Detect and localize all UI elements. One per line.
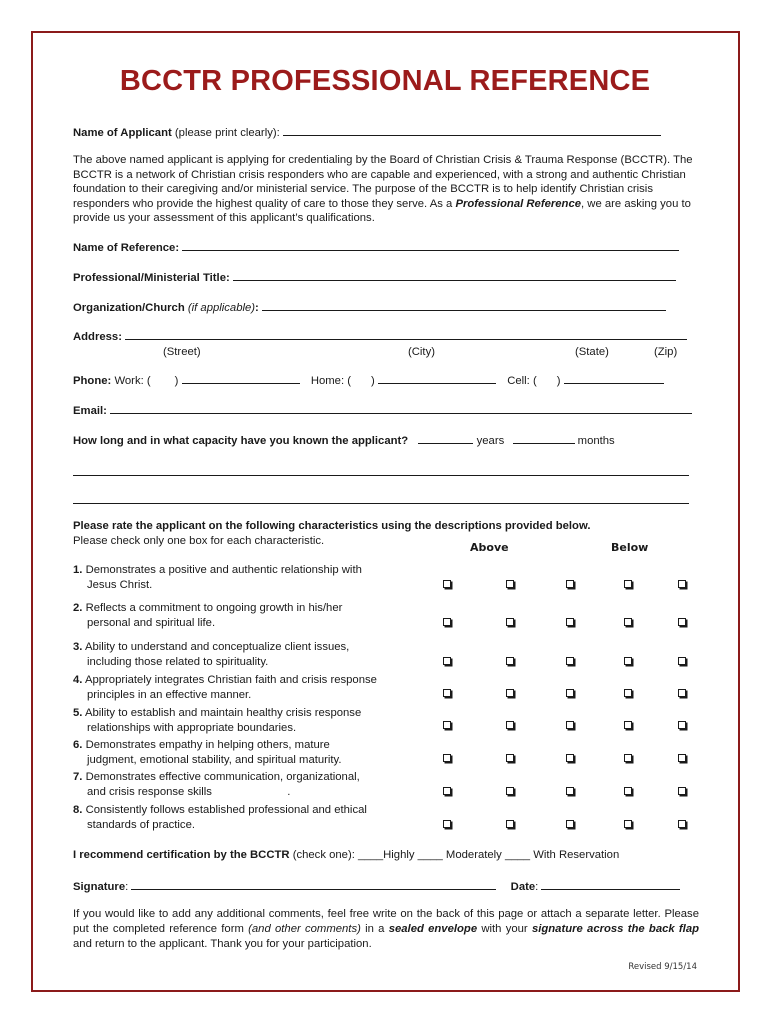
title-field[interactable]	[233, 271, 676, 281]
years-field[interactable]	[418, 434, 473, 444]
rating-checkbox[interactable]	[624, 580, 632, 588]
rating-checkbox[interactable]	[678, 689, 686, 697]
page-title: BCCTR PROFESSIONAL REFERENCE	[119, 65, 651, 97]
intro-emphasis: Professional Reference	[455, 197, 582, 210]
rating-checkbox[interactable]	[443, 754, 451, 762]
rating-checkbox[interactable]	[678, 820, 686, 828]
signature-field[interactable]	[131, 880, 496, 890]
rating-item-7: 7. Demonstrates effective communication, organizational, and crisis response skills .	[73, 771, 360, 798]
recommend-options[interactable]: (check one): ____Highly ____ Moderately ____ With Reservation	[292, 849, 620, 861]
rating-item-8: 8. Consistently follows established professional and ethical standards of practice.	[73, 804, 367, 831]
rating-checkbox[interactable]	[678, 657, 686, 665]
rating-checkbox[interactable]	[624, 618, 632, 626]
rating-checkbox[interactable]	[624, 689, 632, 697]
email-row	[73, 404, 692, 417]
rating-checkbox[interactable]	[506, 618, 514, 626]
months-label: months	[577, 435, 615, 447]
applicant-name-row	[73, 126, 661, 139]
months-field[interactable]	[513, 434, 575, 444]
rating-checkbox[interactable]	[506, 657, 514, 665]
work-label: Work: (	[114, 375, 151, 387]
applicant-label: Name of Applicant	[73, 127, 172, 139]
phone-row	[73, 374, 664, 387]
rating-checkbox[interactable]	[506, 721, 514, 729]
rating-checkbox[interactable]	[506, 689, 514, 697]
capacity-line-2[interactable]	[73, 494, 689, 507]
rating-checkbox[interactable]	[506, 580, 514, 588]
rating-checkbox[interactable]	[566, 618, 574, 626]
rating-checkbox[interactable]	[566, 657, 574, 665]
rating-item-3: 3. Ability to understand and conceptualize client issues, including those related to spirituality.	[73, 641, 350, 668]
phone-label: Phone:	[73, 375, 112, 387]
rating-checkbox[interactable]	[566, 787, 574, 795]
rating-item-4: 4. Appropriately integrates Christian faith and crisis response principles in an effective manner.	[73, 674, 377, 701]
applicant-hint: (please print clearly):	[174, 127, 280, 139]
rating-checkbox[interactable]	[678, 787, 686, 795]
addr-street-label: (Street)	[163, 346, 201, 358]
rating-checkbox[interactable]	[443, 787, 451, 795]
reference-name-row	[73, 241, 679, 254]
rating-checkbox[interactable]	[624, 657, 632, 665]
home-label: Home: (	[310, 375, 352, 387]
org-row	[73, 301, 666, 314]
rating-checkbox[interactable]	[678, 721, 686, 729]
recommend-label: I recommend certification by the BCCTR	[73, 849, 290, 861]
addr-zip-label: (Zip)	[654, 346, 678, 358]
signature-label: Signature	[73, 881, 126, 893]
work-close: )	[174, 375, 179, 387]
intro-text-1: The above named applicant is applying for credentialing by the Board of Christian Crisis & Trauma Response (BCCTR). The BCCTR is a network of Christian crisis responders who are capable and experienced, with a strong and authentic Christian foundation to their caregiving and/or ministerial service. The purpose of the BCCTR is to help identify Christian crisis responders who provide the highest quality of care to those they serve. As a	[73, 154, 693, 210]
known-question: How long and in what capacity have you known the applicant?	[73, 435, 409, 447]
home-phone-field[interactable]	[378, 374, 496, 384]
home-close: )	[371, 375, 375, 387]
address-field[interactable]	[125, 330, 687, 340]
rating-checkbox[interactable]	[566, 580, 574, 588]
rating-checkbox[interactable]	[566, 820, 574, 828]
rating-checkbox[interactable]	[566, 754, 574, 762]
date-label: Date	[510, 881, 536, 893]
applicant-name-field[interactable]	[283, 126, 661, 136]
rating-item-5: 5. Ability to establish and maintain healthy crisis response relationships with appropriate boundaries.	[73, 707, 362, 734]
addr-state-label: (State)	[575, 346, 609, 358]
reference-name-field[interactable]	[182, 241, 679, 251]
rating-checkbox[interactable]	[443, 580, 451, 588]
address-label: Address:	[73, 331, 122, 343]
org-field[interactable]	[262, 301, 666, 311]
rating-checkbox[interactable]	[624, 820, 632, 828]
rating-checkbox[interactable]	[678, 754, 686, 762]
org-colon: :	[255, 302, 259, 314]
rating-checkbox[interactable]	[443, 618, 451, 626]
rating-checkbox[interactable]	[566, 721, 574, 729]
rating-checkbox[interactable]	[624, 754, 632, 762]
rating-checkbox[interactable]	[678, 618, 686, 626]
rating-checkbox[interactable]	[506, 820, 514, 828]
rating-checkbox[interactable]	[506, 754, 514, 762]
title-row	[73, 271, 676, 284]
rating-checkbox[interactable]	[443, 820, 451, 828]
intro-text-2: , we are asking you to provide us your assessment of this applicant’s qualifications.	[73, 197, 691, 225]
org-hint: (if applicable)	[187, 302, 256, 314]
column-above: Above	[470, 541, 509, 554]
work-phone-field[interactable]	[182, 374, 300, 384]
rating-checkbox[interactable]	[443, 689, 451, 697]
closing-paragraph: If you would like to add any additional comments, feel free write on the back of this page or attach a separate letter. Please put the completed reference form (and other comments) in a sealed envelope with your signature across the back flap and return to the applicant. Thank you for your participation.	[73, 908, 700, 950]
rating-item-1: 1. Demonstrates a positive and authentic relationship with Jesus Christ.	[73, 564, 362, 591]
rating-checkbox[interactable]	[678, 580, 686, 588]
rating-checkbox[interactable]	[443, 657, 451, 665]
addr-city-label: (City)	[408, 346, 435, 358]
intro-paragraph	[73, 153, 698, 226]
email-label: Email:	[73, 405, 107, 417]
recommend-row	[73, 849, 619, 861]
rating-item-6: 6. Demonstrates empathy in helping others, mature judgment, emotional stability, and spiritual maturity.	[73, 739, 342, 766]
rating-checkbox[interactable]	[624, 721, 632, 729]
org-label: Organization/Church	[73, 302, 185, 314]
rating-instruction-bold: Please rate the applicant on the following characteristics using the descriptions provided below.	[73, 520, 591, 532]
date-field[interactable]	[541, 880, 680, 890]
column-below: Below	[611, 541, 649, 554]
cell-phone-field[interactable]	[564, 374, 664, 384]
years-label: years	[476, 435, 505, 447]
cell-close: )	[556, 375, 561, 387]
reference-name-label: Name of Reference:	[73, 242, 180, 254]
rating-instruction: Please check only one box for each characteristic.	[73, 535, 325, 547]
address-row	[73, 330, 687, 343]
capacity-line-1[interactable]	[73, 466, 689, 479]
signature-row: Signature: Date:	[73, 880, 680, 893]
rating-checkbox[interactable]	[506, 787, 514, 795]
rating-checkbox[interactable]	[443, 721, 451, 729]
title-label: Professional/Ministerial Title:	[73, 272, 230, 284]
email-field[interactable]	[110, 404, 692, 414]
rating-checkbox[interactable]	[566, 689, 574, 697]
known-row	[73, 434, 615, 447]
rating-checkbox[interactable]	[624, 787, 632, 795]
cell-label: Cell: (	[507, 375, 537, 387]
revised-date: Revised 9/15/14	[628, 962, 697, 972]
rating-item-2: 2. Reflects a commitment to ongoing growth in his/her personal and spiritual life.	[73, 602, 343, 629]
